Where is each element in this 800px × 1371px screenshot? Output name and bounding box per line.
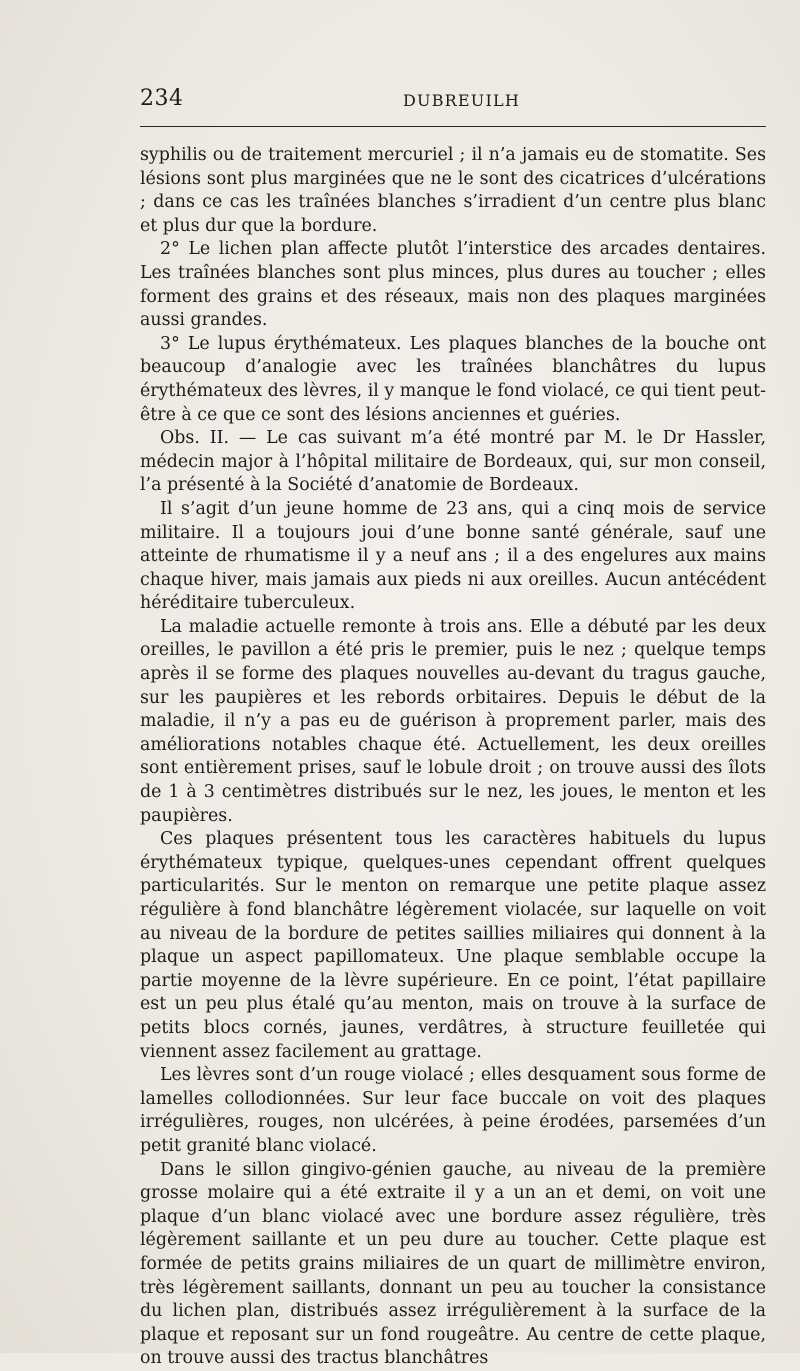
paragraph: 2° Le lichen plan affecte plutôt l’interstice des arcades dentaires. Les traînées blanches sont plus minces, plus dures au toucher ; elles forment des grains et des réseaux, mais non des plaques marginées aussi grandes. <box>140 239 766 331</box>
paragraph: Dans le sillon gingivo-génien gauche, au niveau de la première grosse molaire qui a été extraite il y a un an et demi, on voit une plaque d’un blanc violacé avec une bordure assez régulière, très légèrement saillante et un peu dure au toucher. Cette plaque est formée de petits grains miliaires de un quart de millimètre environ, très légèrement saillants, donnant un peu au toucher la consistance du lichen plan, distribués assez irrégulièrement à la surface de la plaque et reposant sur un fond rougeâtre. Au centre de cette plaque, on trouve aussi des tractus blanchâtres <box>140 1159 766 1369</box>
paragraph: 3° Le lupus érythémateux. Les plaques blanches de la bouche ont beaucoup d’analogie avec les traînées blanchâtres du lupus érythémateux des lèvres, il y manque le fond violacé, ce qui tient peut-être à ce que ce sont des lésions anciennes et guéries. <box>140 333 766 425</box>
paragraph: Ces plaques présentent tous les caractères habituels du lupus érythémateux typique, quelques-unes cependant offrent quelques particularités. Sur le menton on remarque une petite plaque assez régulière à fond blanchâtre légèrement violacée, sur laquelle on voit au niveau de la bordure de petites saillies miliaires qui donnent à la plaque un aspect papillomateux. Une plaque semblable occupe la partie moyenne de la lèvre supérieure. En ce point, l’état papillaire est un peu plus étalé qu’au menton, mais on trouve à la surface de petits blocs cornés, jaunes, verdâtres, à structure feuilletée qui viennent assez facilement au grattage. <box>140 829 766 1062</box>
paragraph: Les lèvres sont d’un rouge violacé ; elles desquament sous forme de lamelles collodionnées. Sur leur face buccale on voit des plaques irrégulières, rouges, non ulcérées, à peine érodées, parsemées d’un petit granité blanc violacé. <box>140 1065 766 1156</box>
paragraph: La maladie actuelle remonte à trois ans. Elle a débuté par les deux oreilles, le pavillon a été pris le premier, puis le nez ; quelque temps après il se forme des plaques nouvelles au-devant du tragus gauche, sur les paupières et les rebords orbitaires. Depuis le début de la maladie, il n’y a pas eu de guérison à proprement parler, mais des améliorations notables chaque été. Actuellement, les deux oreilles sont entièrement prises, sauf le lobule droit ; on trouve aussi des îlots de 1 à 3 centimètres distribués sur le nez, les joues, le menton et les paupières. <box>140 616 766 826</box>
paragraph: syphilis ou de traitement mercuriel ; il n’a jamais eu de stomatite. Ses lésions sont plus marginées que ne le sont des cicatrices d’ulcérations ; dans ce cas les traînées blanches s’irradient d’un centre plus blanc et plus dur que la bordure. <box>140 145 766 236</box>
page-header <box>140 86 766 116</box>
paragraph: Obs. II. — Le cas suivant m’a été montré par M. le Dr Hassler, médecin major à l’hôpital militaire de Bordeaux, qui, sur mon conseil, l’a présenté à la Société d’anatomie de Bordeaux. <box>140 428 766 496</box>
paragraph: Il s’agit d’un jeune homme de 23 ans, qui a cinq mois de service militaire. Il a toujours joui d’une bonne santé générale, sauf une atteinte de rhumatisme il y a neuf ans ; il a des engelures aux mains chaque hiver, mais jamais aux pieds ni aux oreilles. Aucun antécédent héréditaire tuberculeux. <box>140 498 766 614</box>
header-rule <box>140 126 766 127</box>
running-head: DUBREUILH <box>403 91 520 110</box>
body-text <box>140 144 766 1371</box>
page-number: 234 <box>140 86 184 111</box>
